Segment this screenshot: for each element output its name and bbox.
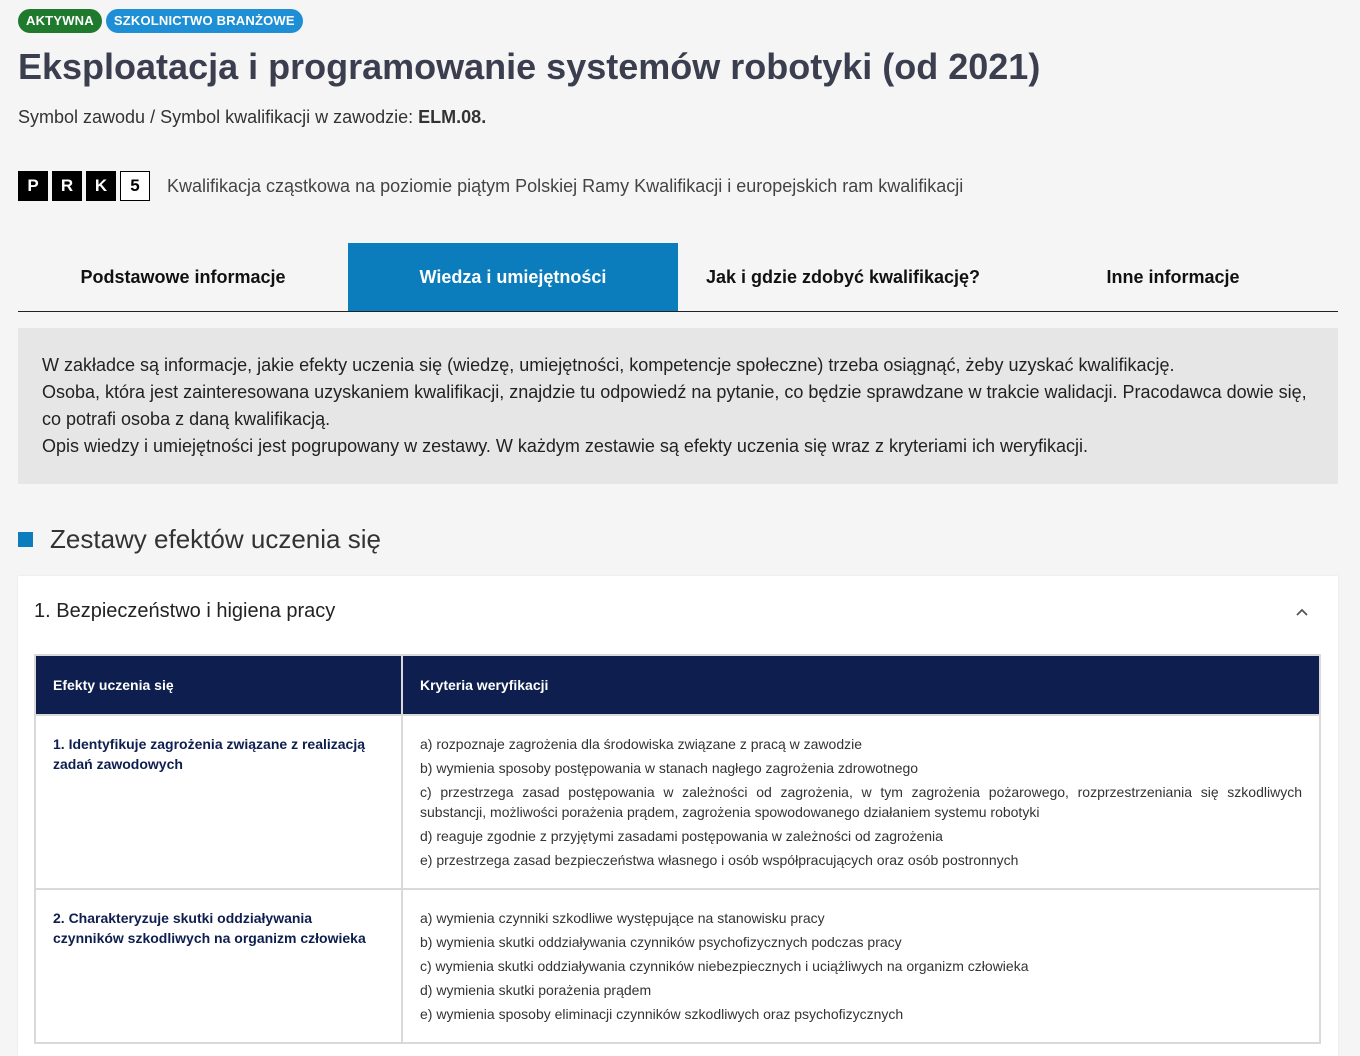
- criterion-item: c) wymienia skutki oddziaływania czynników niebezpiecznych i uciążliwych na organizm człowieka: [420, 958, 1029, 974]
- column-header-criteria: Kryteria weryfikacji: [402, 655, 1320, 715]
- tab-knowledge-skills[interactable]: Wiedza i umiejętności: [348, 243, 678, 311]
- section-title: Zestawy efektów uczenia się: [50, 524, 381, 554]
- criteria-cell: [402, 889, 1320, 1043]
- info-box: [18, 328, 1338, 484]
- criterion-item: b) wymienia sposoby postępowania w stanach nagłego zagrożenia zdrowotnego: [420, 760, 919, 776]
- prk-level-indicator: [18, 171, 150, 201]
- info-line-3: Opis wiedzy i umiejętności jest pogrupowany w zestawy. W każdym zestawie są efekty uczenia się wraz z kryteriami ich weryfikacji.: [42, 436, 1089, 456]
- symbol-line: [18, 107, 486, 128]
- outcome-cell: 2. Charakteryzuje skutki oddziaływania czynników szkodliwych na organizm człowieka: [35, 889, 402, 1043]
- tab-bar: [18, 243, 1338, 312]
- prk-letter-p: P: [18, 171, 48, 201]
- criterion-item: c) przestrzega zasad postępowania w zależności od zagrożenia, w tym zagrożenia pożarowego, rozprzestrzeniania się szkodliwych substancji, możliwości porażenia prądem, zagrożenia spowodowanego działaniem systemu robotyki: [420, 784, 1302, 820]
- status-badge: AKTYWNA: [18, 9, 102, 33]
- tab-basic-info[interactable]: Podstawowe informacje: [80, 267, 286, 287]
- type-badge: SZKOLNICTWO BRANŻOWE: [106, 9, 303, 33]
- tab-how-where[interactable]: Jak i gdzie zdobyć kwalifikację?: [705, 267, 981, 287]
- symbol-value: ELM.08.: [418, 107, 487, 127]
- accordion-title[interactable]: 1. Bezpieczeństwo i higiena pracy: [34, 600, 336, 622]
- table-header-row: [35, 655, 1320, 715]
- criterion-item: a) rozpoznaje zagrożenia dla środowiska związane z pracą w zawodzie: [420, 736, 863, 752]
- page-title: Eksploatacja i programowanie systemów robotyki (od 2021): [18, 46, 1041, 87]
- criterion-item: b) wymienia skutki oddziaływania czynników psychofizycznych podczas pracy: [420, 934, 902, 950]
- prk-description: Kwalifikacja cząstkowa na poziomie piątym Polskiej Ramy Kwalifikacji i europejskich ram kwalifikacji: [167, 176, 964, 196]
- prk-level-number: 5: [120, 171, 150, 201]
- badge-group: [18, 9, 303, 33]
- outcomes-table: [34, 654, 1321, 1044]
- symbol-label: Symbol zawodu / Symbol kwalifikacji w zawodzie:: [18, 107, 414, 127]
- prk-letter-r: R: [52, 171, 82, 201]
- criterion-item: e) przestrzega zasad bezpieczeństwa własnego i osób współpracujących oraz osób postronnych: [420, 852, 1019, 868]
- section-marker-icon: [18, 532, 33, 547]
- outcome-cell: 1. Identyfikuje zagrożenia związane z realizacją zadań zawodowych: [35, 715, 402, 889]
- chevron-up-icon[interactable]: [1292, 602, 1312, 622]
- table-row: [35, 715, 1320, 889]
- learning-set-accordion: [18, 576, 1338, 1056]
- section-heading: [18, 524, 381, 555]
- criterion-item: d) wymienia skutki porażenia prądem: [420, 982, 652, 998]
- criterion-item: a) wymienia czynniki szkodliwe występujące na stanowisku pracy: [420, 910, 825, 926]
- prk-letter-k: K: [86, 171, 116, 201]
- criterion-item: d) reaguje zgodnie z przyjętymi zasadami postępowania w zależności od zagrożenia: [420, 828, 943, 844]
- criterion-item: e) wymienia sposoby eliminacji czynników szkodliwych oraz psychofizycznych: [420, 1006, 904, 1022]
- column-header-outcomes: Efekty uczenia się: [35, 655, 402, 715]
- info-line-1: W zakładce są informacje, jakie efekty uczenia się (wiedzę, umiejętności, kompetencje społeczne) trzeba osiągnąć, żeby uzyskać kwalifikację.: [42, 355, 1175, 375]
- criteria-cell: [402, 715, 1320, 889]
- tab-other-info[interactable]: Inne informacje: [1106, 267, 1240, 287]
- table-row: [35, 889, 1320, 1043]
- info-line-2: Osoba, która jest zainteresowana uzyskaniem kwalifikacji, znajdzie tu odpowiedź na pytanie, co będzie sprawdzane w trakcie walidacji. Pracodawca dowie się, co potrafi osoba z daną kwalifikacją.: [42, 382, 1307, 429]
